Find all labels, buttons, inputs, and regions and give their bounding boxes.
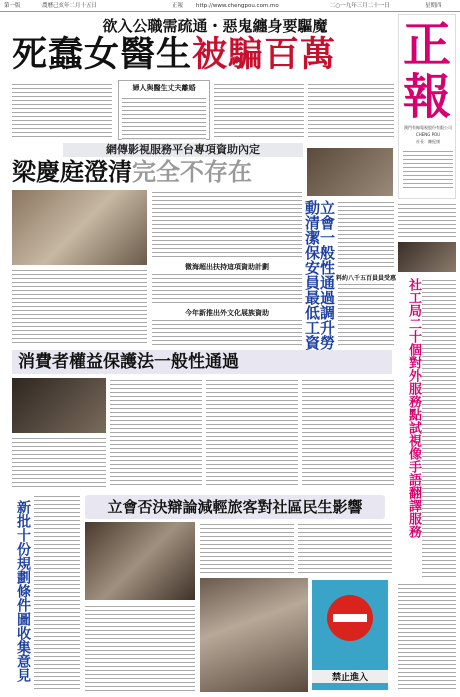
issue-date: 二○一九年三月二十一日: [330, 3, 390, 9]
story2-kicker: 網傳影視服務平台專項資助內定: [63, 143, 303, 157]
lead-headline: [12, 33, 397, 77]
newspaper-name-small: 正報: [172, 3, 184, 9]
side-photo: [307, 148, 393, 196]
story2-body-right-2: [152, 272, 302, 304]
lead-body-col-1: [12, 82, 112, 140]
no-entry-sign-text: 禁止進入: [312, 670, 388, 683]
story2-headline: [12, 157, 302, 187]
side-body-2: [338, 282, 394, 346]
story3-photo: [12, 378, 106, 433]
right-body: [422, 278, 456, 578]
left-vertical-headline: 新批十份規劃條件圖收集意見: [15, 500, 31, 682]
lead-box: [118, 80, 210, 140]
story2-subhead-1: 微海超出扶持這項資助計劃: [185, 263, 269, 271]
story3-headline: 消費者權益保護法一般性通過: [12, 350, 392, 374]
lead-box-body: [122, 96, 206, 140]
lead-kicker: 欲入公職需疏通・惡鬼纏身要驅魔: [102, 17, 328, 35]
logo-char-bottom: 報: [402, 69, 451, 125]
side-vertical-headline: 立會一般性通過調升勞動清潔保安員最低工資: [303, 200, 336, 350]
right-body-bottom: [398, 582, 456, 692]
right-vertical-headline: 社工局二十個對外服務點試視像手語翻譯服務: [406, 278, 421, 538]
lead-headline-black: 死蠢女醫生: [12, 35, 193, 75]
story4-body-1: [85, 604, 195, 692]
masthead: [398, 14, 456, 199]
lead-body-col-2: [214, 82, 304, 140]
side-body: [338, 200, 394, 270]
story3-body-3: [206, 378, 298, 488]
lead-box-title: 婦人與醫生丈夫離婚: [132, 84, 196, 92]
masthead-logo: [399, 17, 455, 125]
story4-photo-crowd: [200, 578, 308, 692]
right-top-text: [398, 202, 456, 238]
story2-body-right-3: [152, 318, 302, 346]
weekday: 星期四: [425, 3, 442, 9]
story2-headline-grey: 完全不存在: [132, 158, 252, 186]
right-photo: [398, 242, 456, 272]
left-body: [34, 494, 80, 690]
lunar-date: 農曆己亥年二月十五日: [42, 3, 98, 9]
top-info-bar: [0, 0, 460, 12]
story4-photo-council: [85, 522, 195, 600]
story2-body-left: [12, 268, 147, 346]
story2-body-right: [152, 190, 302, 258]
story4-body-2: [200, 522, 294, 574]
story2-photo: [12, 190, 147, 265]
story2-subhead-2: 今年新推出外文化展族資助: [185, 309, 269, 317]
story3-body-4: [302, 378, 394, 488]
lead-headline-red: 被騙百萬: [192, 35, 337, 75]
no-entry-sign-bar: [333, 614, 367, 622]
masthead-director: 社長：陳紀康: [416, 139, 440, 144]
story3-body-1: [12, 436, 106, 488]
masthead-info-block: [403, 149, 453, 189]
page-label: 第一版: [4, 3, 21, 9]
website[interactable]: http://www.chengpou.com.mo: [196, 3, 279, 9]
story3-body-2: [110, 378, 202, 488]
story4-headline: 立會否決辯論減輕旅客對社區民生影響: [85, 495, 385, 519]
masthead-org-line-1: 澳門有線電視股份有限公司: [404, 125, 452, 130]
lead-body-col-3: [308, 82, 394, 140]
story4-body-3: [298, 522, 392, 574]
side-box-title: 料約八千五百員員受惠: [336, 275, 397, 282]
story2-headline-black: 梁慶庭澄清: [12, 158, 132, 186]
masthead-org-line-2: CHENG POU: [415, 132, 441, 137]
logo-char-top: 正: [402, 17, 451, 73]
